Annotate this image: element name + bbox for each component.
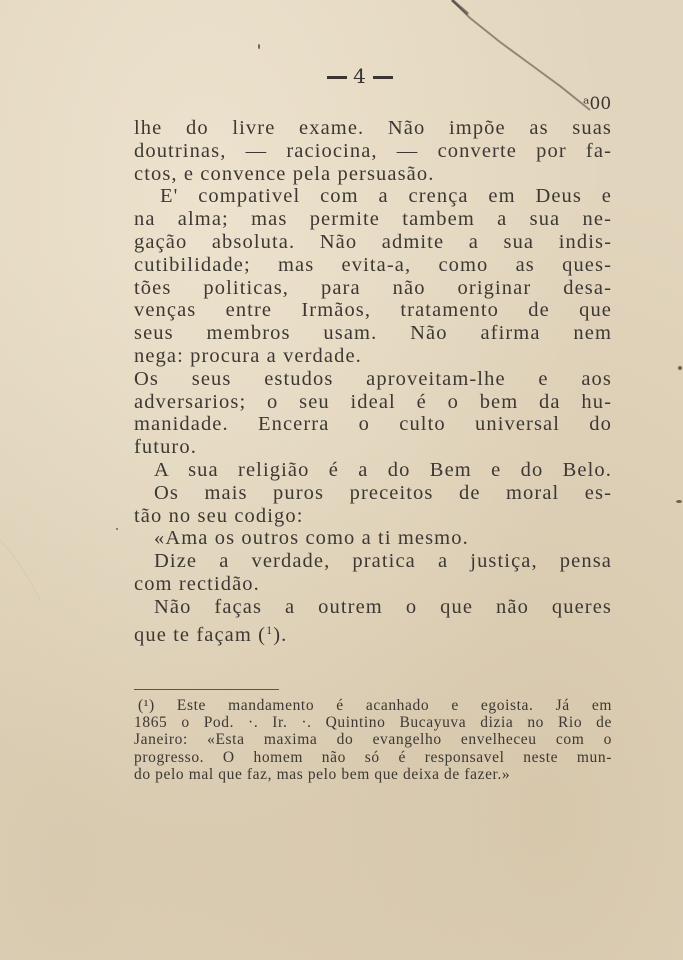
page-number-text: 4 [353,64,367,88]
footnote-rule [134,689,279,690]
body-line: nega: procura a verdade. [134,344,362,367]
body-line: Os mais puros preceitos de moral es- [154,481,612,504]
body-line-text: que te façam ( [134,623,267,646]
body-line: lhe do livre exame. Não impõe as suas [134,117,612,139]
body-line-text-end: ). [273,623,288,646]
body-line [134,619,612,647]
body-line: manidade. Encerra o culto universal do [134,413,612,436]
body-line: tões politicas, para não originar desa- [134,276,612,299]
body-line: Os seus estudos aproveitam-lhe e aos [134,367,612,390]
corner-mark: ᵃ00 [583,94,612,114]
body-line: ctos, e convence pela persuasão. [134,162,435,185]
page-number-dash-right [373,76,393,79]
footnote-line: do pelo mal que faz, mas pelo bem que deixa de fazer.» [134,765,511,783]
footnote-line: progresso. O homem não só é responsavel neste mun- [134,748,612,766]
body-line: na alma; mas permite tambem a sua ne- [134,208,612,231]
page-number-dash-left [327,76,347,79]
footnote-ref: 1 [266,622,274,637]
footnote-marker: (¹) [138,697,155,714]
body-text [134,117,612,646]
body-line: tão no seu codigo: [134,504,304,527]
footnote-line: 1865 o Pod. ·. Ir. ·. Quintino Bucayuva dizia no Rio de [134,714,612,732]
body-line: «Ama os outros como a ti mesmo. [154,527,469,550]
body-line: gação absoluta. Não admite a sua indis- [134,230,612,253]
body-line: A sua religião é a do Bem e do Belo. [154,458,612,481]
body-line: adversarios; o seu ideal é o bem da hu- [134,390,612,413]
body-line: cutibilidade; mas evita-a, como as ques- [134,253,612,276]
body-line: com rectidão. [134,572,260,595]
footnote-line [134,697,612,714]
body-line: doutrinas, — raciocina, — converte por fa- [134,139,612,162]
footnote-line: Janeiro: «Esta maxima do evangelho envelheceu com o [134,731,612,749]
body-line: futuro. [134,436,197,459]
footnote [134,697,612,783]
body-line: Não faças a outrem o que não queres [154,595,612,618]
footnote-line-text: Este mandamento é acanhado e egoista. Já em [176,697,612,714]
body-line: E' compativel com a crença em Deus e [160,185,612,208]
page-number [300,64,420,88]
body-line: seus membros usam. Não afirma nem [134,322,612,345]
body-line: venças entre Irmãos, tratamento de que [134,299,612,322]
body-line: Dize a verdade, pratica a justiça, pensa [154,550,612,573]
